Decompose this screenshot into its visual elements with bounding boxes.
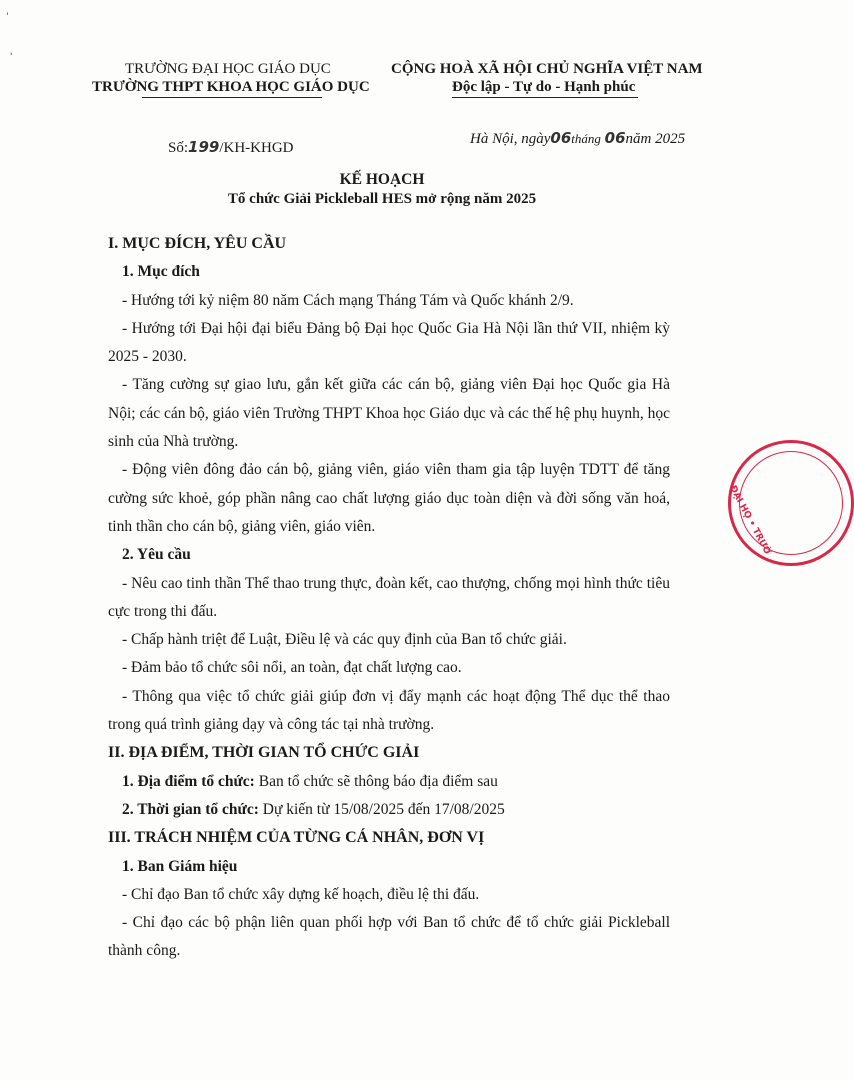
document-number	[168, 138, 294, 157]
subsection-heading: 2. Yêu cầu	[122, 546, 191, 564]
paragraph: - Động viên đông đảo cán bộ, giảng viên, giáo viên tham gia tập luyện TDTT để tăng cường sức khoẻ, góp phần nâng cao chất lượng giáo dục toàn diện và đời sống văn hoá, tinh thần cho cán bộ, giảng viên, giáo viên.	[108, 461, 670, 535]
paragraph	[108, 768, 670, 796]
scan-mark: ˈ	[6, 12, 9, 23]
document-body	[108, 230, 670, 966]
org-underline	[142, 97, 322, 98]
stamp-text: ĐẠI HỌ • TRƯỜ	[727, 484, 772, 557]
doc-no-handwritten: 199	[188, 138, 220, 156]
document-date	[470, 129, 685, 148]
paragraph: - Tăng cường sự giao lưu, gắn kết giữa các cán bộ, giảng viên Đại học Quốc gia Hà Nội; các cán bộ, giáo viên Trường THPT Khoa học Giáo dục và các thế hệ phụ huynh, học sinh của Nhà trường.	[108, 376, 670, 451]
subsection-heading: 1. Mục đích	[122, 263, 200, 281]
organization-name: TRƯỜNG THPT KHOA HỌC GIÁO DỤC	[92, 79, 370, 95]
paragraph	[108, 796, 670, 824]
time-label: 2. Thời gian tổ chức:	[122, 800, 259, 818]
paragraph: - Đảm bảo tổ chức sôi nổi, an toàn, đạt chất lượng cao.	[122, 659, 462, 677]
paragraph: - Chấp hành triệt để Luật, Điều lệ và các quy định của Ban tổ chức giải.	[122, 631, 567, 649]
motto-underline	[452, 97, 638, 98]
doc-no-prefix: Số:	[168, 140, 189, 156]
paragraph: - Thông qua việc tổ chức giải giúp đơn vị đẩy mạnh các hoạt động Thể dục thể thao trong quá trình giảng dạy và công tác tại nhà trường.	[108, 687, 670, 734]
date-year: năm 2025	[625, 131, 686, 147]
paragraph: - Chỉ đạo các bộ phận liên quan phối hợp với Ban tổ chức để tổ chức giải Pickleball thành công.	[108, 914, 670, 960]
date-day: 06	[550, 129, 572, 147]
location-value: Ban tổ chức sẽ thông báo địa điểm sau	[258, 772, 498, 790]
paragraph: - Hướng tới Đại hội đại biểu Đảng bộ Đại học Quốc Gia Hà Nội lần thứ VII, nhiệm kỳ 2025 - 2030.	[108, 319, 670, 366]
national-motto: Độc lập - Tự do - Hạnh phúc	[452, 79, 636, 95]
doc-no-suffix: /KH-KHGD	[219, 140, 294, 156]
location-label: 1. Địa điểm tổ chức:	[122, 772, 255, 790]
section-heading: III. TRÁCH NHIỆM CỦA TỪNG CÁ NHÂN, ĐƠN VỊ	[108, 829, 485, 847]
subsection-heading: 1. Ban Giám hiệu	[122, 857, 238, 875]
section-heading: I. MỤC ĐÍCH, YÊU CẦU	[108, 235, 287, 252]
paragraph: - Nêu cao tinh thần Thể thao trung thực, đoàn kết, cao thượng, chống mọi hình thức tiêu cực trong thi đấu.	[108, 574, 670, 620]
country-name: CỘNG HOÀ XÃ HỘI CHỦ NGHĨA VIỆT NAM	[391, 61, 703, 77]
paragraph: - Hướng tới kỷ niệm 80 năm Cách mạng Tháng Tám và Quốc khánh 2/9.	[122, 291, 574, 309]
parent-organization: TRƯỜNG ĐẠI HỌC GIÁO DỤC	[125, 61, 331, 77]
document-subtitle: Tổ chức Giải Pickleball HES mở rộng năm 2025	[227, 191, 537, 207]
date-month: 06	[604, 129, 626, 147]
document-title: KẾ HOẠCH	[339, 171, 425, 188]
date-month-label: tháng	[571, 131, 601, 146]
scan-mark: ʾ	[10, 52, 14, 63]
date-city: Hà Nội, ngày	[470, 131, 551, 147]
section-heading: II. ĐỊA ĐIỂM, THỜI GIAN TỔ CHỨC GIẢI	[108, 744, 420, 762]
official-stamp	[728, 440, 854, 566]
time-value: Dự kiến từ 15/08/2025 đến 17/08/2025	[262, 800, 505, 818]
paragraph: - Chỉ đạo Ban tổ chức xây dựng kế hoạch, điều lệ thi đấu.	[122, 885, 480, 903]
